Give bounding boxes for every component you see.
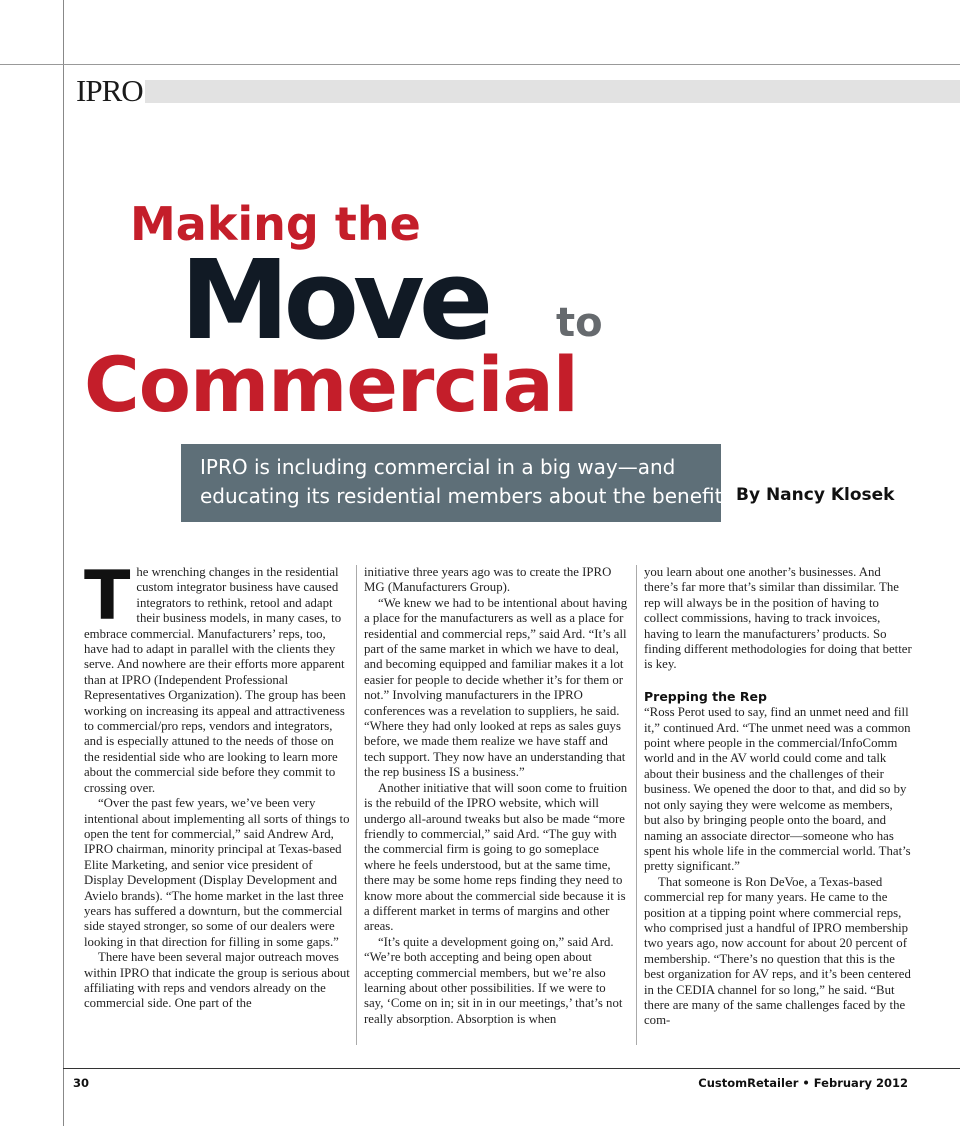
headline-line-4: Commercial (84, 340, 578, 429)
article-column-1 (84, 557, 352, 1012)
section-label: IPRO (76, 73, 143, 108)
deck-line-2: educating its residential members about the benefits. (200, 484, 740, 508)
column-divider (636, 565, 637, 1045)
byline: By Nancy Klosek (736, 485, 895, 505)
subhead: Prepping the Rep (644, 688, 767, 704)
headline-line-3: to (556, 300, 603, 346)
column-divider (356, 565, 357, 1045)
paragraph: initiative three years ago was to create the IPRO MG (Manufacturers Group). (364, 565, 612, 595)
paragraph: “Ross Perot used to say, find an unmet need and fill it,” continued Ard. “The unmet need was a common point where people in the commercial/InfoComm world and in the AV world could come and talk about their business and the challenges of their business. We opened the door to that, and did so by not only saying they were welcome as members, but also by bringing people onto the board, and naming an associate director—someone who has spent his whole life in the commercial world. That’s pretty significant.” (644, 705, 911, 874)
paragraph: There have been several major outreach moves within IPRO that indicate the group is serious about affiliating with reps and vendors already on the commercial side. One part of the (84, 950, 350, 1011)
page-number: 30 (73, 1076, 90, 1090)
paragraph: “We knew we had to be intentional about having a place for the manufacturers as well as a place for residential and commercial reps,” said Ard. “It’s all part of the same market in which we have to deal, and becoming equipped and familiar makes it a lot easier for people to decide whether it’s for them or not.” Involving manufacturers in the IPRO conferences was a revelation to suppliers, he said. “Where they had only looked at reps as sales guys before, we made them realize we have staff and tech support. They now have an understanding that the rep business IS a business.” (364, 595, 628, 780)
deck-line-1: IPRO is including commercial in a big way—and (200, 455, 676, 479)
drop-cap: T (84, 557, 131, 636)
paragraph: “Over the past few years, we’ve been very intentional about implementing all sorts of things to open the tent for commercial,” said Andrew Ard, IPRO chairman, minority principal at Texas-based Elite Marketing, and senior vice president of Display Development (Display Development and Avielo brands). “The home market in the last three years has suffered a downturn, but the commercial side stayed stronger, so some of our dealers were looking in that direction for filling in some gaps.” (84, 796, 350, 949)
section-header-bar (145, 80, 960, 103)
publication-folio: CustomRetailer • February 2012 (698, 1076, 908, 1090)
left-margin-rule (63, 0, 64, 1126)
headline-line-1: Making the (130, 197, 421, 251)
footer-rule (63, 1068, 960, 1069)
paragraph: “It’s quite a development going on,” said Ard. “We’re both accepting and being open about accepting commercial members, but we’re also learning about other possibilities. If we were to say, ‘Come on in; sit in in our meetings,’ that’s not really absorption. Absorption is when (364, 934, 623, 1026)
paragraph: Another initiative that will soon come to fruition is the rebuild of the IPRO website, which will undergo all-around tweaks but also be made “more friendly to commercial,” said Ard. “The guy with the commercial firm is going to go someplace where he feels understood, but at the same time, there may be some home reps finding they need to know more about the commercial side because it is a different market in terms of margins and other areas. (364, 780, 628, 934)
article-column-3 (644, 565, 912, 1029)
paragraph: you learn about one another’s businesses. And there’s far more that’s similar than dissimilar. The rep will always be in the position of having to collect commissions, having to track invoices, having to learn the manufacturers’ products. So finding different methodologies for doing that better is key. (644, 565, 912, 672)
paragraph: That someone is Ron DeVoe, a Texas-based commercial rep for many years. He came to the position at a tipping point where commercial reps, who comprised just a handful of IPRO membership two years ago, now account for about 20 percent of membership. “There’s no question that this is the best organization for AV reps, and it’s been centered in the CEDIA channel for so long,” he said. “But there are many of the same challenges faced by the com- (644, 874, 911, 1028)
paragraph: he wrenching changes in the residential custom integrator business have caused integrators to rethink, retool and adapt their business models, in many cases, to embrace commercial. Manufacturers’ reps, too, have had to adapt in parallel with the clients they serve. And nowhere are their efforts more apparent than at IPRO (Independent Professional Representatives Organization). The group has been working on increasing its appeal and attractiveness to commercial/pro reps, vendors and integrators, and is especially attuned to the needs of those on the residential side who are looking to learn more about the commercial side before they commit to crossing over. (84, 565, 346, 795)
article-column-2 (364, 565, 628, 1027)
top-margin-rule (0, 64, 960, 65)
deck-box (181, 444, 740, 522)
headline-line-2: Move (180, 236, 488, 364)
